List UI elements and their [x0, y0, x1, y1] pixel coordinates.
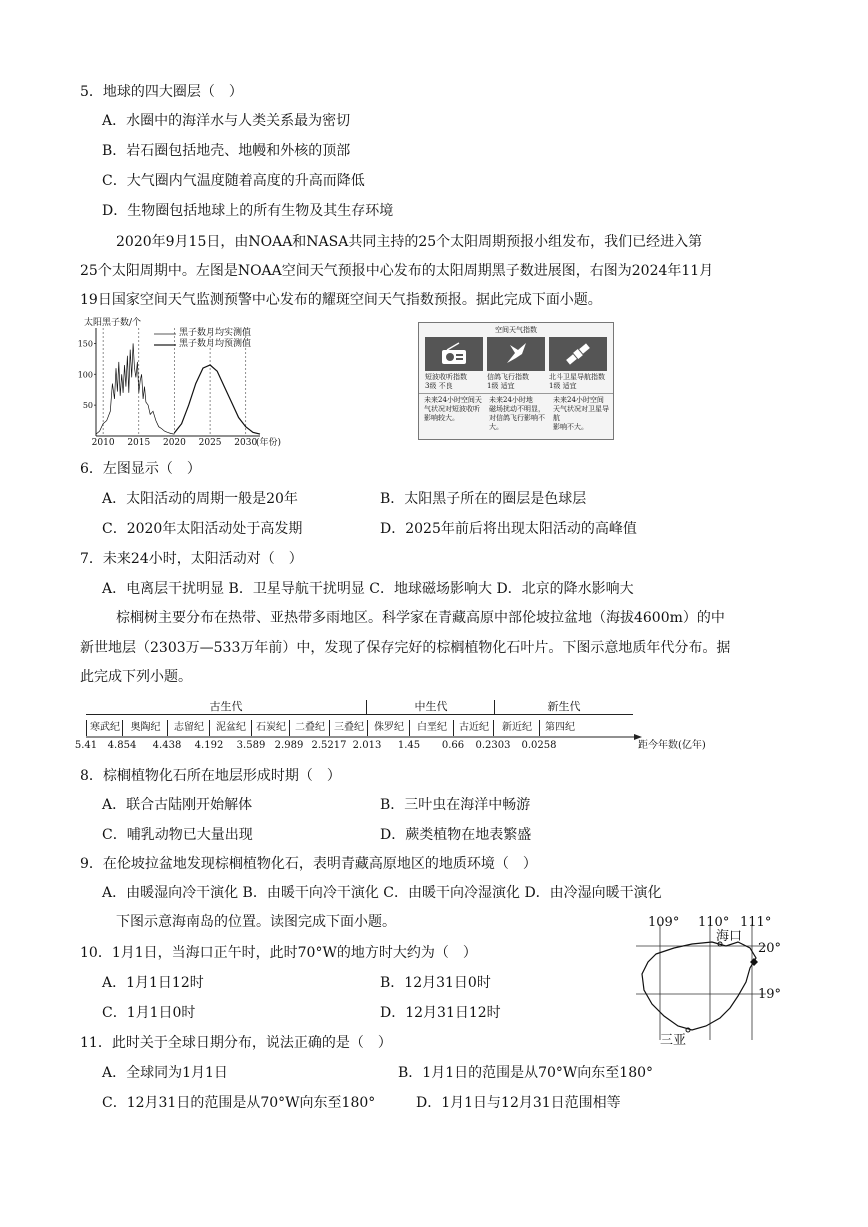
x-tick-label: 2030 — [234, 438, 258, 448]
legend-predicted-swatch — [154, 342, 176, 348]
pigeon-label-1: 信鸽飞行指数 — [487, 373, 529, 381]
forecast-panel-radio — [425, 337, 483, 391]
legend-predicted-label: 黑子数月均预测值 — [179, 339, 252, 349]
period-cell: 二叠纪 — [289, 720, 330, 736]
lon-111-label: 111° — [740, 915, 772, 930]
y-tick-label: 50 — [82, 401, 93, 411]
q5-option-b: B．岩石圈包括地壳、地幔和外核的顶部 — [102, 143, 351, 159]
period-cell: 古近纪 — [453, 720, 494, 736]
age-label: 2.5217 — [311, 740, 347, 751]
pigeon-text-1: 未来24小时地 — [489, 396, 533, 404]
age-label: 5.41 — [74, 740, 98, 751]
era-paleozoic — [86, 700, 366, 715]
geologic-timeline — [74, 700, 806, 756]
pigeon-text-2: 磁场扰动不明显， — [489, 405, 545, 413]
chart-ylabel: 太阳黑子数/个 — [84, 318, 142, 328]
pigeon-label-2: 1级 适宜 — [487, 382, 515, 390]
x-tick-label: 2010 — [91, 438, 115, 448]
radio-label-1: 短波收听指数 — [425, 373, 467, 381]
q11-stem: 11．此时关于全球日期分布，说法正确的是（ ） — [80, 1035, 392, 1051]
intro2-line-3: 此完成下列小题。 — [80, 669, 192, 685]
q6-option-c: C．2020年太阳活动处于高发期 — [102, 521, 303, 537]
chart-xlabel: (年份) — [256, 438, 282, 448]
legend-measured-swatch — [154, 331, 176, 337]
q8-option-d: D．蕨类植物在地表繁盛 — [380, 827, 532, 843]
q11-option-a: A．全球同为1月1日 — [102, 1065, 228, 1081]
q6-option-d: D．2025年前后将出现太阳活动的高峰值 — [380, 521, 637, 537]
q8-option-a: A．联合古陆刚开始解体 — [102, 797, 253, 813]
q10-option-a: A．1月1日12时 — [102, 975, 204, 991]
pigeon-forecast-text — [489, 396, 547, 432]
period-cell: 石炭纪 — [251, 720, 290, 736]
q11-option-b: B．1月1日的范围是从70°W向东至180° — [398, 1065, 654, 1081]
q9-options: A．由暖湿向冷干演化 B．由暖干向冷干演化 C．由暖干向冷湿演化 D．由冷湿向暖干演化 — [102, 885, 662, 901]
y-tick-label: 150 — [77, 339, 93, 349]
q5-option-c: C．大气圈内气温度随着高度的升高而降低 — [102, 173, 365, 189]
intro1-line-3: 19日国家空间天气监测预警中心发布的耀斑空间天气指数预报。据此完成下面小题。 — [80, 292, 602, 308]
sanya-label: 三亚 — [660, 1033, 687, 1048]
q10-option-d: D．12月31日12时 — [380, 1005, 501, 1021]
age-label: 4.854 — [107, 740, 137, 751]
age-label: 0.66 — [441, 740, 465, 751]
radio-text-2: 气状况对短波收听 — [424, 405, 480, 413]
q7-stem: 7．未来24小时，太阳活动对（ ） — [80, 551, 303, 567]
q10-stem: 10．1月1日，当海口正午时，此时70°W的地方时大约为（ ） — [80, 945, 477, 961]
x-tick-label: 2020 — [162, 438, 186, 448]
q11-option-c: C．12月31日的范围是从70°W向东至180° — [102, 1095, 376, 1111]
radio-icon — [425, 337, 483, 371]
period-cell: 三叠纪 — [329, 720, 368, 736]
q7-options: A．电离层干扰明显 B．卫星导航干扰明显 C．地球磁场影响大 D．北京的降水影响大 — [102, 581, 634, 597]
q5-option-d: D．生物圈包括地球上的所有生物及其生存环境 — [102, 203, 394, 219]
era-mesozoic — [366, 700, 495, 715]
period-cell: 泥盆纪 — [209, 720, 252, 736]
satellite-text-3: 影响不大。 — [553, 423, 588, 431]
hainan-island-outline — [642, 942, 756, 1030]
q10-option-c: C．1月1日0时 — [102, 1005, 196, 1021]
age-label: 0.2303 — [475, 740, 511, 751]
pigeon-icon — [487, 337, 545, 371]
period-cell: 新近纪 — [493, 720, 540, 736]
era-mesozoic-label: 中生代 — [414, 700, 448, 713]
age-label: 2.989 — [274, 740, 304, 751]
satellite-icon — [549, 337, 607, 371]
hainan-map — [626, 912, 786, 1052]
period-cell: 侏罗纪 — [367, 720, 410, 736]
hainan-map-svg — [626, 912, 786, 1052]
satellite-text-2: 天气状况对卫星导航 — [553, 405, 609, 422]
q11-option-d: D．1月1日与12月31日范围相等 — [416, 1095, 621, 1111]
q8-stem: 8．棕榈植物化石所在地层形成时期（ ） — [80, 768, 341, 784]
intro2-line-1: 棕榈树主要分布在热带、亚热带多雨地区。科学家在青藏高原中部伦坡拉盆地（海拔4600m）的中 — [116, 610, 725, 626]
satellite-label-2: 1级 适宜 — [549, 382, 577, 390]
intro1-line-1: 2020年9月15日，由NOAA和NASA共同主持的25个太阳周期预报小组发布，我们已经进入第 — [116, 234, 703, 250]
radio-text-1: 未来24小时空间天 — [424, 396, 482, 404]
chart-legend — [154, 328, 251, 350]
forecast-title: 空间天气指数 — [495, 326, 537, 334]
q5-option-a: A．水圈中的海洋水与人类关系最为密切 — [102, 113, 351, 129]
q5-stem: 5．地球的四大圈层（ ） — [80, 84, 243, 100]
intro3: 下图示意海南岛的位置。读图完成下面小题。 — [116, 914, 396, 930]
period-cell: 白垩纪 — [409, 720, 454, 736]
q8-option-b: B．三叶虫在海洋中畅游 — [380, 797, 531, 813]
timeline-unit: 距今年数(亿年) — [638, 740, 706, 751]
sunspot-chart — [77, 318, 282, 450]
radio-forecast-text — [424, 396, 482, 423]
lon-110-label: 110° — [698, 915, 730, 930]
series-measured-line — [96, 343, 174, 434]
period-cell: 志留纪 — [167, 720, 210, 736]
intro2-line-2: 新世地层（2303万—533万年前）中，发现了保存完好的棕榈植物化石叶片。下图示意地质年代分布。据 — [80, 640, 731, 656]
era-paleozoic-label: 古生代 — [209, 700, 243, 713]
radio-text-3: 影响较大。 — [424, 414, 459, 422]
age-label: 4.438 — [152, 740, 182, 751]
q10-option-b: B．12月31日0时 — [380, 975, 491, 991]
q6-option-b: B．太阳黑子所在的圈层是色球层 — [380, 491, 587, 507]
haikou-label: 海口 — [716, 929, 743, 944]
period-cell: 寒武纪 — [86, 720, 123, 736]
pigeon-text-3: 对信鸽飞行影响不大。 — [489, 414, 545, 431]
age-label: 4.192 — [194, 740, 224, 751]
y-tick-label: 100 — [77, 370, 93, 380]
lat-19-label: 19° — [758, 987, 782, 1002]
forecast-panel-satellite — [549, 337, 607, 391]
age-label: 1.45 — [397, 740, 421, 751]
lon-109-label: 109° — [648, 915, 680, 930]
x-tick-label: 2025 — [198, 438, 222, 448]
age-label: 0.0258 — [521, 740, 557, 751]
era-cenozoic — [494, 700, 633, 715]
space-weather-forecast — [418, 322, 614, 440]
age-label: 2.013 — [352, 740, 382, 751]
q6-stem: 6．左图显示（ ） — [80, 461, 201, 477]
q9-stem: 9．在伦坡拉盆地发现棕榈植物化石，表明青藏高原地区的地质环境（ ） — [80, 856, 537, 872]
forecast-panel-pigeon — [487, 337, 545, 391]
age-label: 3.589 — [236, 740, 266, 751]
legend-measured-label: 黑子数月均实测值 — [179, 328, 252, 338]
satellite-label-1: 北斗卫星导航指数 — [549, 373, 605, 381]
q8-option-c: C．哺乳动物已大量出现 — [102, 827, 253, 843]
q6-option-a: A．太阳活动的周期一般是20年 — [102, 491, 298, 507]
period-cell: 第四纪 — [539, 720, 580, 736]
period-cell: 奥陶纪 — [122, 720, 168, 736]
intro1-line-2: 25个太阳周期中。左图是NOAA空间天气预报中心发布的太阳周期黑子数进展图，右图为2024年11月 — [80, 263, 714, 279]
satellite-text-1: 未来24小时空间 — [553, 396, 604, 404]
satellite-forecast-text — [553, 396, 611, 432]
era-cenozoic-label: 新生代 — [547, 700, 581, 713]
x-tick-label: 2015 — [127, 438, 151, 448]
lat-20-label: 20° — [758, 941, 782, 956]
series-predicted-line — [174, 365, 260, 434]
radio-label-2: 3级 不良 — [425, 382, 453, 390]
